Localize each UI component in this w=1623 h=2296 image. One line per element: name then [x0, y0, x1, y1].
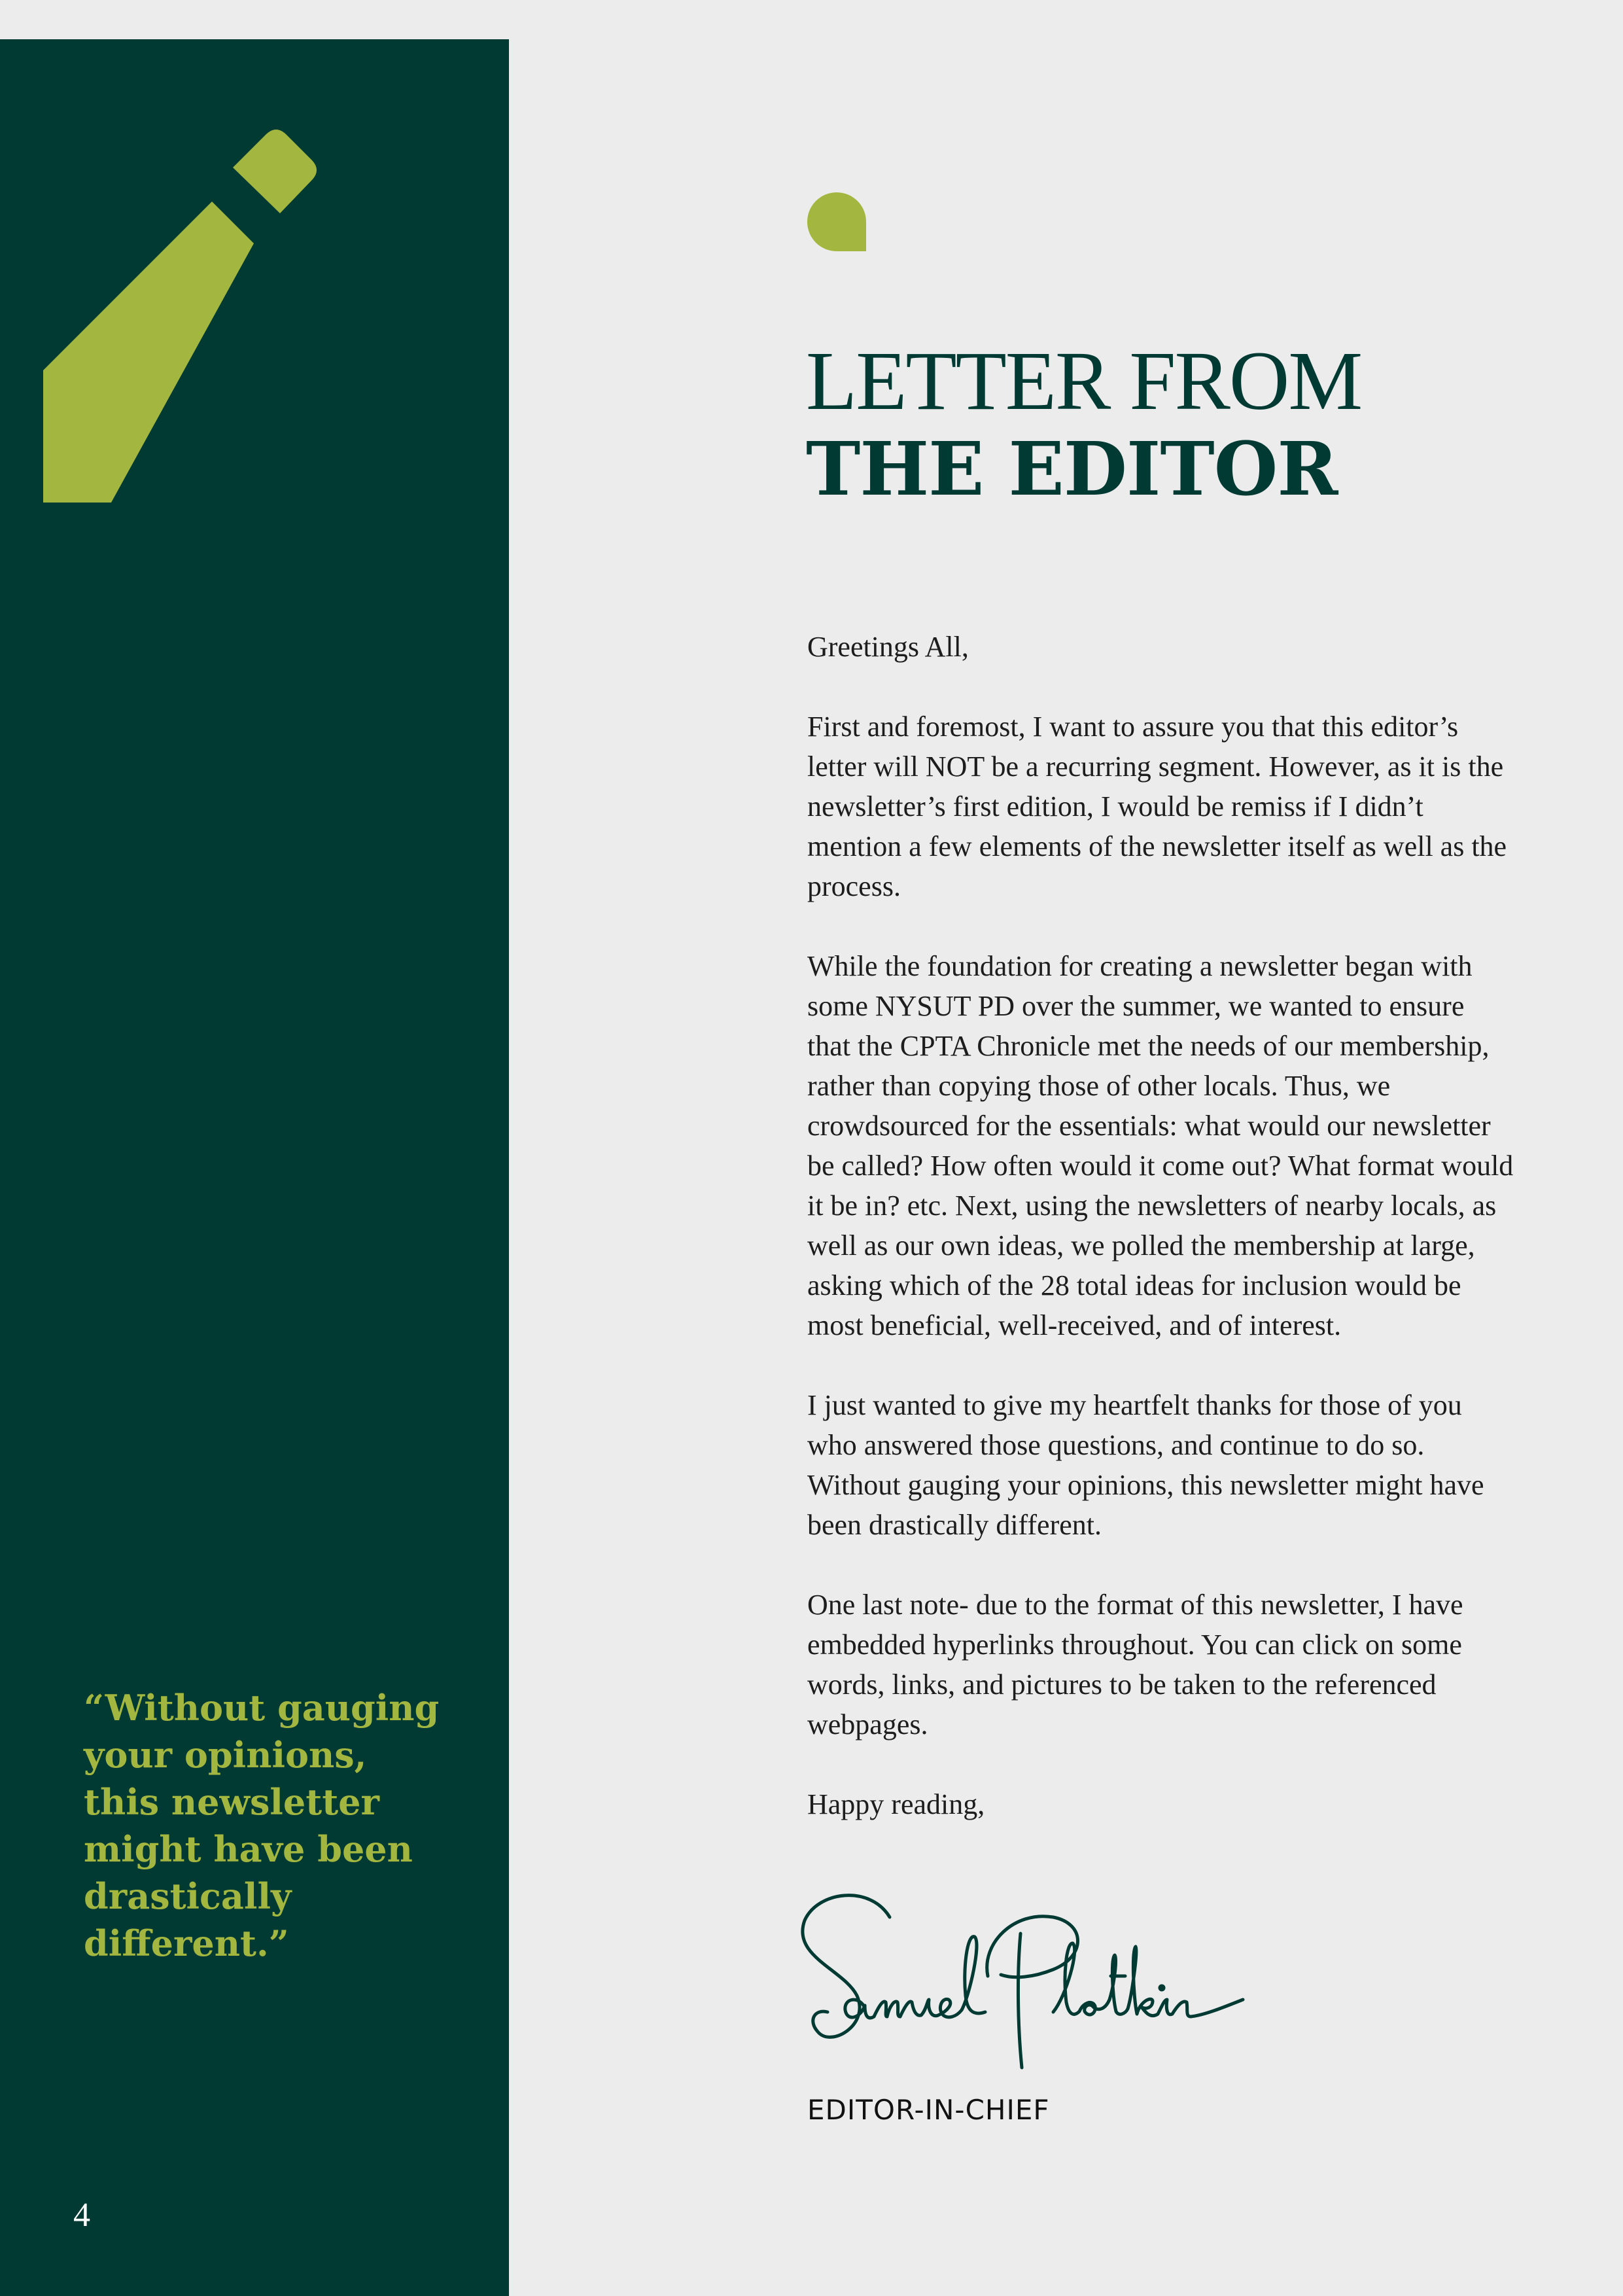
- title-line-2: THE EDITOR: [806, 427, 1338, 512]
- signoff: Happy reading,: [807, 1788, 985, 1820]
- paragraph-4: One last note- due to the format of this newsletter, I have embedded hyperlinks throughout. You can click on some words, links, and pictures to be taken to the referenced webpages.: [807, 1589, 1463, 1740]
- signature: [792, 1871, 1302, 2081]
- page-number: 4: [73, 2197, 90, 2234]
- letter-body: [807, 627, 1514, 1824]
- page-title: [806, 336, 1361, 514]
- paragraph-2: While the foundation for creating a newsletter began with some NYSUT PD over the summer, we wanted to ensure that the CPTA Chronicle met the needs of our membership, rather than copying those of other locals. Thus, we crowdsourced for the essentials: what would our newsletter be called? How often would it come out? What format would it be in? etc. Next, using the newsletters of nearby locals, as well as our own ideas, we polled the membership at large, asking which of the 28 total ideas for inclusion would be most beneficial, well-received, and of interest.: [807, 950, 1514, 1341]
- sidebar-panel: [0, 39, 509, 2296]
- editor-role: EDITOR-IN-CHIEF: [807, 2094, 1050, 2126]
- pencil-icon: [43, 122, 396, 508]
- title-line-1: LETTER FROM: [806, 334, 1362, 427]
- paragraph-3: I just wanted to give my heartfelt thanks for those of you who answered those questions, and continue to do so. Without gauging your opinions, this newsletter might have been drastically different.: [807, 1389, 1484, 1541]
- pull-quote: “Without gauging your opinions, this newsletter might have been drastically different.”: [84, 1687, 440, 1964]
- leaf-drop-icon: [807, 192, 866, 251]
- greeting: Greetings All,: [807, 631, 969, 663]
- paragraph-1: First and foremost, I want to assure you that this editor’s letter will NOT be a recurring segment. However, as it is the newsletter’s first edition, I would be remiss if I didn’t mention a few elements of the newsletter itself as well as the process.: [807, 711, 1507, 902]
